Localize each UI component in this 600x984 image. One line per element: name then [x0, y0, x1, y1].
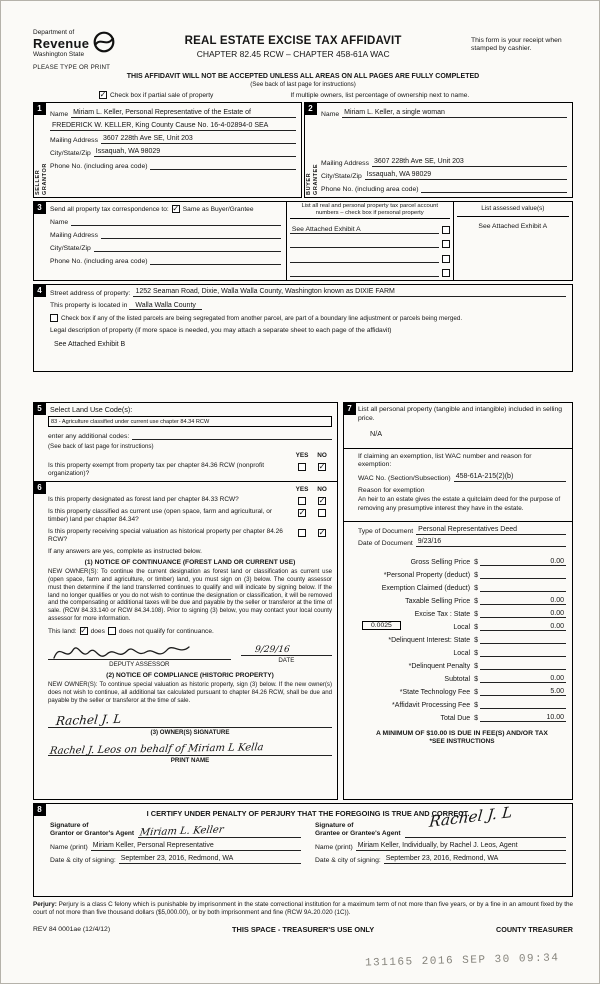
current-use-question: Is this property classified as current use (open space, farm and agricultural, or timber) land per chapter 84.34? — [48, 508, 272, 524]
personal-property-field[interactable]: N/A — [370, 428, 382, 438]
fee-label-delinquent-local: Local — [453, 649, 471, 657]
dollar-sign: $ — [474, 714, 478, 722]
dollar-sign: $ — [474, 597, 478, 605]
historic-yes-checkbox[interactable] — [298, 529, 306, 537]
footer-row — [33, 925, 573, 934]
grantee-print-name-field[interactable]: Miriam Keller, Individually, by Rachel J. Leos, Agent — [356, 842, 566, 851]
county-treasurer-label: COUNTY TREASURER — [496, 925, 573, 935]
does-qualify-checkbox[interactable]: ✓ — [80, 626, 87, 636]
section-4-box — [33, 284, 573, 372]
certify-statement: I CERTIFY UNDER PENALTY OF PERJURY THAT THE FOREGOING IS TRUE AND CORRECT. — [146, 809, 470, 818]
dollar-sign: $ — [474, 571, 478, 579]
dollar-sign: $ — [474, 636, 478, 644]
grantor-signing-block — [50, 822, 301, 864]
washington-state-label: Washington State — [33, 51, 85, 58]
corr-name-field[interactable] — [71, 217, 281, 226]
wac-field[interactable]: 458-61A-215(2)(b) — [454, 473, 566, 482]
fee-label-processing-fee: *Affidavit Processing Fee — [392, 701, 471, 709]
seller-phone-label: Phone No. (including area code) — [50, 163, 148, 170]
buyer-side-word: BUYER — [306, 172, 312, 195]
fee-label-gross: Gross Selling Price — [410, 558, 471, 566]
street-address-field[interactable]: 1252 Seaman Road, Dixie, Walla Walla County, Washington known as DIXIE FARM — [133, 288, 566, 297]
personal-property-checkbox-3[interactable] — [442, 255, 450, 263]
doc-type-label: Type of Document — [358, 527, 414, 535]
section-3-badge: 3 — [33, 201, 46, 214]
does-not-label: does not qualify for continuance. — [118, 627, 214, 635]
grantee-agent-label: Grantee or Grantee's Agent — [315, 830, 401, 838]
corr-mailing-label: Mailing Address — [50, 232, 98, 239]
perjury-body: Perjury is a class C felony which is punishable by imprisonment in the state correctional institution for a maximum term of not more than five years, or by a fine in an amount fixed by the court of not more than five thousand dollars ($5,000.00), or by both imprisonment and fine (RCW 9A.20.020 (1C)). — [33, 901, 573, 917]
section-5-badge: 5 — [33, 402, 46, 415]
land-use-code-field[interactable]: 83 - Agriculture classified under current use chapter 84.34 RCW — [48, 416, 332, 427]
owner-signature-label: (3) OWNER(S) SIGNATURE — [150, 728, 230, 736]
buyer-grantee-side-label — [306, 118, 319, 195]
historic-question: Is this property receiving special valuation as historical property per chapter 84.26 RCW? — [48, 527, 283, 543]
segregated-checkbox[interactable] — [50, 314, 58, 322]
doc-date-field[interactable]: 9/23/16 — [416, 538, 566, 547]
form-subtitle: CHAPTER 82.45 RCW – CHAPTER 458-61A WAC — [196, 49, 390, 59]
if-yes-note: If any answers are yes, complete as instructed below. — [48, 547, 202, 555]
local-rate-box[interactable]: 0.0025 — [362, 621, 401, 630]
buyer-city-field[interactable]: Issaquah, WA 98029 — [365, 171, 567, 180]
yes-header: YES — [295, 452, 309, 459]
corr-mailing-field[interactable] — [101, 230, 281, 239]
grantor-date-field[interactable]: September 23, 2016, Redmond, WA — [119, 855, 301, 864]
yes-header-2: YES — [295, 486, 309, 494]
seller-name-field[interactable]: Miriam L. Keller, Personal Representative of the Estate of — [71, 109, 296, 118]
grantee-name-print-label: Name (print) — [315, 844, 353, 852]
fee-value-gross[interactable]: 0.00 — [480, 558, 566, 566]
section-6-box — [33, 482, 338, 800]
dollar-sign: $ — [474, 649, 478, 657]
grantee-signing-block — [315, 803, 566, 865]
compliance-title: (2) NOTICE OF COMPLIANCE (HISTORIC PROPERTY) — [106, 672, 274, 680]
fee-value-local[interactable]: 0.00 — [480, 623, 566, 631]
fee-label-local: Local — [453, 623, 471, 631]
grantor-print-name-field[interactable]: Miriam Keller, Personal Representative — [91, 842, 301, 851]
forest-land-question: Is this property designated as forest land per chapter 84.33 RCW? — [48, 496, 239, 504]
exempt-yes-checkbox[interactable] — [298, 463, 306, 471]
assessed-values-field[interactable]: See Attached Exhibit A — [478, 223, 548, 230]
form-number: REV 84 0001ae (12/4/12) — [33, 926, 111, 934]
same-as-buyer-checkbox[interactable]: ✓ — [172, 204, 180, 213]
treasurer-space-label: THIS SPACE - TREASURER'S USE ONLY — [231, 925, 375, 935]
partial-sale-row — [99, 91, 573, 99]
additional-codes-field[interactable] — [132, 431, 332, 440]
personal-property-label: List all personal property (tangible and intangible) included in selling price. — [358, 406, 563, 422]
seller-grantor-box — [33, 102, 302, 198]
section-8-box — [33, 803, 573, 897]
corr-phone-field[interactable] — [150, 256, 280, 265]
send-correspondence-label: Send all property tax correspondence to: — [50, 205, 169, 213]
dept-of-label: Department of — [33, 29, 75, 36]
land-use-label: Select Land Use Code(s): — [50, 405, 133, 414]
grantee-side-word: GRANTEE — [312, 163, 319, 195]
legal-description-field[interactable]: See Attached Exhibit B — [54, 341, 126, 348]
exempt-question: Is this property exempt from property tax per chapter 84.36 RCW (nonprofit organization)? — [48, 462, 265, 478]
dollar-sign: $ — [474, 610, 478, 618]
dollar-sign: $ — [474, 623, 478, 631]
multiple-owners-note: If multiple owners, list percentage of ownership next to name. — [290, 91, 470, 99]
grantee-date-field[interactable]: September 23, 2016, Redmond, WA — [384, 855, 566, 864]
segregated-label: Check box if any of the listed parcels are being segregated from another parcel, are part of a boundary line adjustment or parcels being merged. — [61, 314, 463, 322]
fee-label-penalty: *Delinquent Penalty — [408, 662, 471, 670]
continuance-body: NEW OWNER(S): To continue the current designation as forest land or classification as current use (open space, farm and agriculture, or timber) land, you must sign on (3) below. The county assessor must then determine if the land transferred continues to qualify and will indicate by signing below. If the land no longer qualifies or you do not wish to continue the designation or classification, it will be removed and the compensating or additional taxes will be due and payable by the seller or transferor at the time of sale. (RCW 84.33.140 or RCW 84.34.108). Prior to signing (3) below, you may contact your local county assessor for more information. — [48, 567, 332, 623]
additional-codes-label: enter any additional codes: — [48, 433, 130, 440]
buyer-grantee-box — [304, 102, 573, 198]
see-back-note: (See back of last page for instructions) — [250, 81, 356, 88]
seller-mailing-field[interactable]: 3607 228th Ave SE, Unit 203 — [101, 135, 296, 144]
continuance-title: (1) NOTICE OF CONTINUANCE (FOREST LAND OR CURRENT USE) — [84, 558, 296, 566]
corr-name-label: Name — [50, 219, 69, 226]
form-title: REAL ESTATE EXCISE TAX AFFIDAVIT — [184, 35, 402, 47]
fee-label-total-due: Total Due — [440, 714, 471, 722]
personal-property-checkbox-4[interactable] — [442, 269, 450, 277]
grantee-date-city-label: Date & city of signing: — [315, 857, 381, 865]
perjury-paragraph — [33, 901, 573, 917]
legal-description-label: Legal description of property (if more space is needed, you may attach a separate sheet to each page of the affidavit) — [50, 327, 392, 334]
buyer-name-label: Name — [321, 111, 340, 118]
current-use-yes-checkbox[interactable]: ✓ — [298, 508, 306, 518]
fee-value-subtotal[interactable]: 0.00 — [480, 675, 566, 683]
doc-date-label: Date of Document — [358, 539, 413, 547]
buyer-phone-label: Phone No. (including area code) — [321, 186, 419, 193]
forest-yes-checkbox[interactable] — [298, 497, 306, 505]
current-use-no-checkbox[interactable] — [318, 509, 326, 517]
does-label: does — [90, 627, 105, 635]
fee-value-taxable[interactable]: 0.00 — [480, 597, 566, 605]
section-3-box — [33, 201, 573, 281]
buyer-phone-field[interactable] — [421, 184, 567, 193]
seller-name-field-2[interactable]: FREDERICK W. KELLER, King County Cause No. 16-4-02894-0 SEA — [50, 122, 296, 131]
perjury-lead: Perjury: — [33, 901, 57, 908]
exempt-no-checkbox[interactable]: ✓ — [318, 462, 326, 471]
section-5-box — [33, 402, 338, 482]
partial-sale-label: Check box if partial sale of property — [110, 91, 214, 99]
seller-grantor-side-label — [35, 118, 48, 195]
deputy-assessor-label: DEPUTY ASSESSOR — [109, 661, 170, 669]
fee-value-total-due[interactable]: 10.00 — [480, 714, 566, 722]
see-instructions-note: *SEE INSTRUCTIONS — [429, 737, 495, 745]
buyer-city-label: City/State/Zip — [321, 173, 362, 180]
please-type-label: PLEASE TYPE OR PRINT — [33, 64, 111, 71]
owner-print-name-handwriting: Rachel J. Leos on behalf of Miriam L Kella — [49, 742, 265, 757]
grantor-name-print-label: Name (print) — [50, 844, 88, 852]
section-7-box — [343, 402, 573, 800]
corr-city-field[interactable] — [94, 243, 281, 252]
this-land-label: This land: — [48, 627, 77, 635]
parcel-numbers-field[interactable]: See Attached Exhibit A — [290, 226, 439, 234]
personal-property-checkbox-2[interactable] — [442, 240, 450, 248]
buyer-mailing-label: Mailing Address — [321, 160, 369, 167]
compliance-body: NEW OWNER(S): To continue special valuation as historic property, sign (3) below. If the new owner(s) does not wish to continue, all additional tax calculated pursuant to chapter 84.26 RCW, shall be due and payable by the seller or transferor at the time of sale. — [48, 681, 332, 705]
seller-side-word: SELLER — [35, 169, 41, 195]
corr-phone-label: Phone No. (including area code) — [50, 258, 148, 265]
parcel-numbers-header: List all real and personal property tax parcel account numbers – check box if personal property — [290, 203, 450, 219]
receipt-note: This form is your receipt when stamped by cashier. — [471, 37, 562, 53]
dollar-sign: $ — [474, 688, 478, 696]
grantor-signature-of-label: Signature of — [50, 822, 89, 829]
personal-property-checkbox-1[interactable] — [442, 226, 450, 234]
assessed-values-header: List assessed value(s) — [457, 203, 569, 217]
historic-no-checkbox[interactable]: ✓ — [318, 527, 326, 537]
street-address-label: Street address of property: — [50, 290, 131, 297]
same-as-buyer-label: Same as Buyer/Grantee — [182, 205, 254, 213]
seller-mailing-label: Mailing Address — [50, 137, 98, 144]
section-8-badge: 8 — [33, 803, 46, 816]
fee-label-subtotal: Subtotal — [444, 675, 471, 683]
forest-no-checkbox[interactable]: ✓ — [318, 496, 326, 506]
grantor-agent-label: Grantor or Grantor's Agent — [50, 830, 135, 838]
exemption-intro: If claiming an exemption, list WAC number and reason for exemption: — [344, 448, 572, 471]
seller-city-label: City/State/Zip — [50, 150, 91, 157]
section-7-badge: 7 — [343, 402, 356, 415]
print-name-label: PRINT NAME — [170, 756, 210, 764]
buyer-name-field[interactable]: Miriam L. Keller, a single woman — [342, 109, 567, 118]
partial-sale-checkbox[interactable]: ✓ — [99, 90, 107, 99]
located-in-label: This property is located in — [50, 302, 128, 309]
deputy-assessor-signature[interactable] — [52, 638, 192, 664]
dor-logo-icon — [93, 31, 115, 53]
section-1-badge: 1 — [33, 102, 46, 115]
assessor-date-label: DATE — [278, 657, 295, 665]
grantee-signature-of-label: Signature of — [315, 822, 354, 829]
agency-name — [33, 29, 89, 58]
section-6-badge: 6 — [33, 481, 46, 494]
located-county-field[interactable]: Walla Walla County — [129, 302, 202, 310]
grantor-signature-handwriting: Miriam L. Keller — [139, 825, 225, 839]
assessor-date-line[interactable] — [241, 655, 332, 656]
fee-label-exemption: Exemption Claimed (deduct) — [381, 584, 471, 592]
fee-value-excise-state[interactable]: 0.00 — [480, 610, 566, 618]
grantor-signature-line[interactable] — [138, 826, 301, 838]
owner-signature-handwriting: Rachel J. L — [55, 711, 123, 729]
land-qualify-row — [48, 627, 332, 635]
dollar-sign: $ — [474, 675, 478, 683]
seller-city-field[interactable]: Issaquah, WA 98029 — [94, 148, 296, 157]
reason-label: Reason for exemption — [358, 487, 425, 495]
owner-signature-line[interactable] — [48, 727, 332, 728]
fee-label-excise-state: Excise Tax : State — [414, 610, 471, 618]
seller-phone-field[interactable] — [150, 161, 296, 170]
reason-field[interactable]: An heir to an estate gives the estate a quitclaim deed for the purpose of removing any presumptive interest they have in the estate. — [358, 496, 561, 512]
does-not-qualify-checkbox[interactable] — [108, 627, 116, 635]
fee-label-tech-fee: *State Technology Fee — [399, 688, 471, 696]
header — [33, 29, 573, 71]
section-4-badge: 4 — [33, 284, 46, 297]
fee-label-personal: *Personal Property (deduct) — [383, 571, 471, 579]
dollar-sign: $ — [474, 701, 478, 709]
see-back-note-2: (See back of last page for instructions) — [48, 443, 154, 450]
corr-city-label: City/State/Zip — [50, 245, 91, 252]
fee-label-taxable: Taxable Selling Price — [405, 597, 471, 605]
minimum-due-note: A MINIMUM OF $10.00 IS DUE IN FEE(S) AND/OR TAX — [376, 729, 548, 737]
dollar-sign: $ — [474, 662, 478, 670]
revenue-label: Revenue — [33, 36, 90, 51]
fee-table — [358, 553, 566, 722]
wac-label: WAC No. (Section/Subsection) — [358, 475, 451, 483]
grantor-date-city-label: Date & city of signing: — [50, 857, 116, 865]
fee-label-delinquent-state: *Delinquent Interest: State — [388, 636, 471, 644]
grantee-signature-handwriting: Rachel J. L — [428, 803, 514, 831]
treasurer-stamp: 131165 2016 SEP 30 09:34 — [364, 952, 560, 970]
no-header-2: NO — [317, 486, 327, 494]
seller-name-label: Name — [50, 111, 69, 118]
doc-type-field[interactable]: Personal Representatives Deed — [416, 526, 566, 535]
grantor-side-word: GRANTOR — [41, 163, 48, 195]
fee-value-tech-fee[interactable]: 5.00 — [480, 688, 566, 696]
parcel-field-4[interactable] — [290, 276, 439, 277]
dollar-sign: $ — [474, 558, 478, 566]
section-2-badge: 2 — [304, 102, 317, 115]
no-header: NO — [317, 452, 327, 459]
warning-line: THIS AFFIDAVIT WILL NOT BE ACCEPTED UNLESS ALL AREAS ON ALL PAGES ARE FULLY COMPLETED — [126, 73, 480, 80]
assessor-date-handwriting: 9/29/16 — [254, 645, 290, 656]
dollar-sign: $ — [474, 584, 478, 592]
buyer-mailing-field[interactable]: 3607 228th Ave SE, Unit 203 — [372, 158, 567, 167]
